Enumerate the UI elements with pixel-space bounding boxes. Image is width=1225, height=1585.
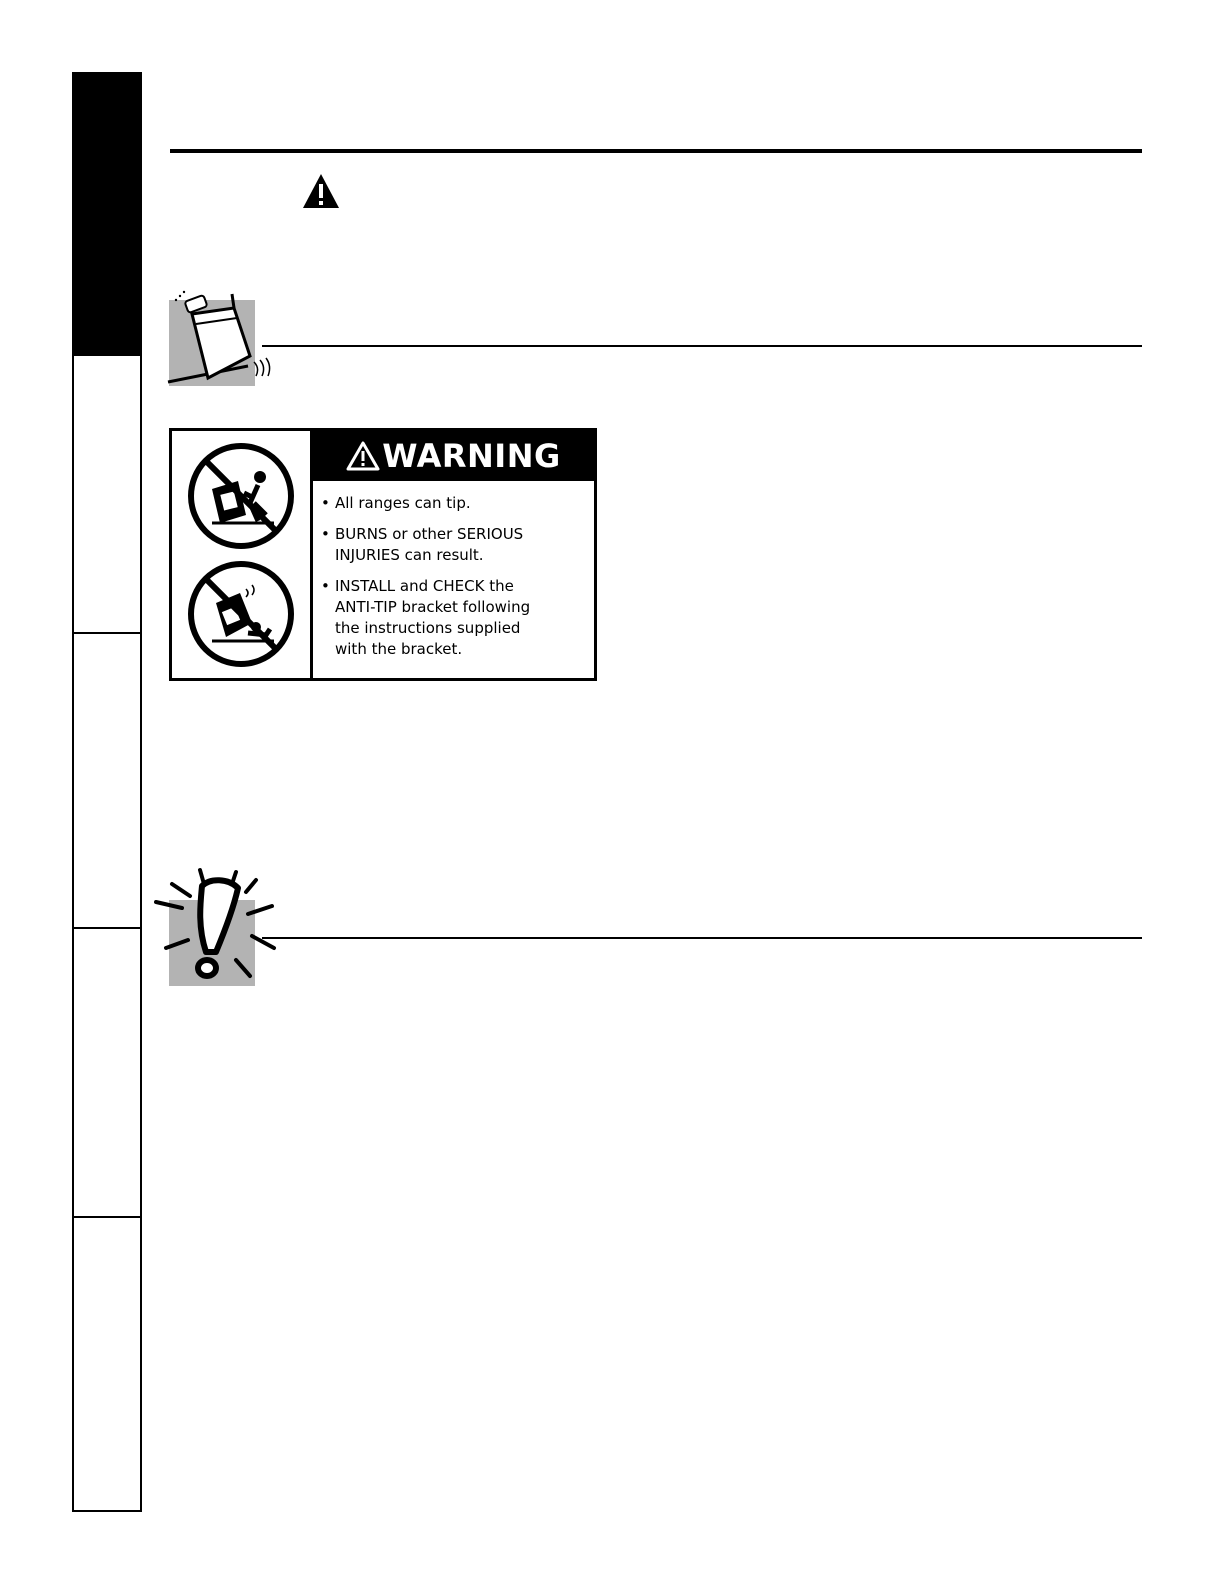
warning-item: • BURNS or other SERIOUS INJURIES can result.	[321, 524, 594, 566]
section-tabs	[72, 72, 142, 1512]
tab-divider	[74, 927, 140, 929]
no-tip-range-climbing-icon	[186, 441, 296, 551]
tipping-range-icon	[160, 286, 280, 390]
warning-triangle-icon	[302, 172, 340, 210]
warning-item: • All ranges can tip.	[321, 493, 594, 514]
anti-tip-warning-label	[169, 428, 597, 681]
section-rule	[262, 345, 1142, 347]
warning-item: • INSTALL and CHECK the ANTI-TIP bracket following the instructions supplied with the bracket.	[321, 576, 594, 660]
label-text-panel	[313, 431, 594, 678]
tab-divider	[74, 632, 140, 634]
header-rule	[170, 149, 1142, 153]
no-tip-range-falling-icon	[186, 559, 296, 669]
warning-list	[313, 481, 594, 660]
active-section-tab	[74, 74, 140, 356]
exclamation-icon	[152, 866, 282, 990]
tab-divider	[74, 1216, 140, 1218]
section-rule	[262, 937, 1142, 939]
warning-triangle-icon	[346, 441, 380, 471]
warning-heading-text: WARNING	[382, 437, 561, 475]
warning-heading	[313, 431, 594, 481]
label-pictograms	[172, 431, 313, 678]
